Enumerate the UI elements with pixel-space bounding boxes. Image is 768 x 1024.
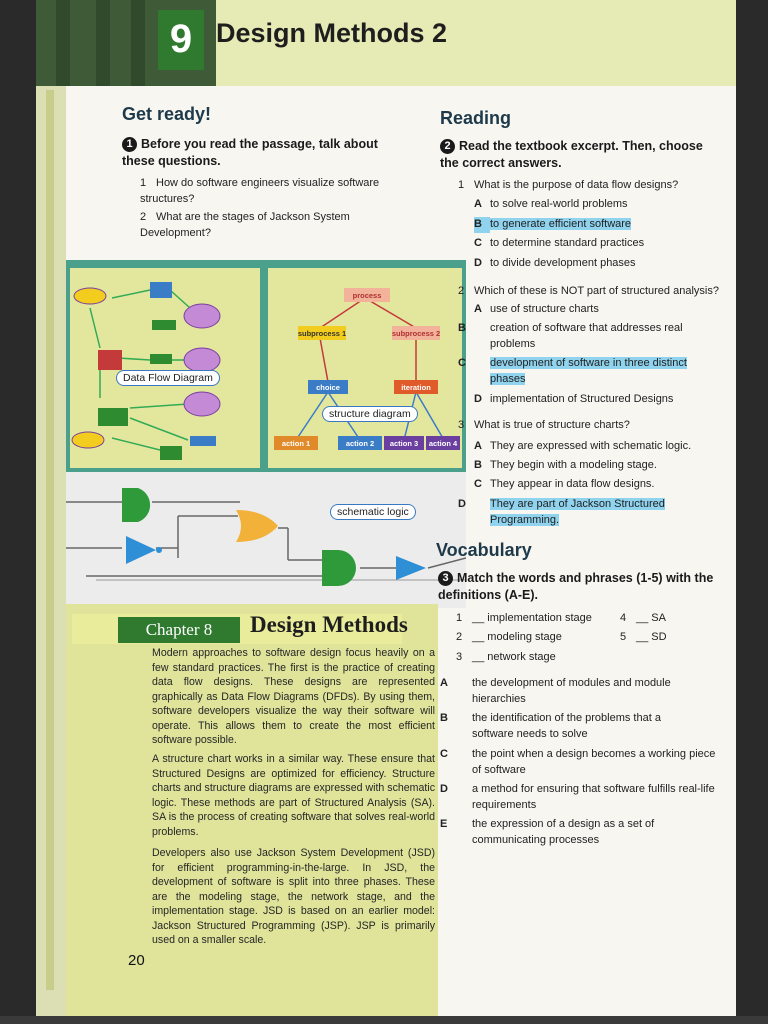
dfd-process-3 bbox=[184, 392, 220, 416]
option-letter: B bbox=[474, 217, 490, 233]
q1-option-b[interactable] bbox=[474, 217, 724, 233]
q3-option-b[interactable] bbox=[474, 458, 724, 474]
sd-drawing bbox=[268, 268, 462, 468]
dfd-source-2 bbox=[72, 432, 104, 448]
option-text: to divide development phases bbox=[490, 257, 636, 269]
q3-option-c[interactable] bbox=[474, 477, 724, 493]
reading-heading: Reading bbox=[440, 108, 512, 128]
def-text: the identification of the problems that a software needs to solve bbox=[472, 712, 661, 740]
question-num: 1 bbox=[458, 179, 465, 191]
dfd-store-1 bbox=[150, 282, 172, 298]
dfd-entity bbox=[98, 350, 122, 370]
option-text: They appear in data flow designs. bbox=[490, 478, 655, 490]
sd-node-iteration-label: iteration bbox=[401, 383, 431, 392]
page-number: 20 bbox=[128, 952, 145, 969]
def-text: a method for ensuring that software fulfills real-life requirements bbox=[472, 783, 715, 811]
option-text-highlighted: development of software in three distinct phases bbox=[490, 357, 687, 385]
question-num: 2 bbox=[458, 285, 465, 297]
buffer-gate-1 bbox=[126, 536, 156, 564]
option-letter: A bbox=[474, 440, 482, 452]
page-title: Design Methods 2 bbox=[216, 18, 448, 48]
chapter-label: Chapter 8 bbox=[118, 617, 240, 643]
reading-question-2 bbox=[458, 284, 728, 300]
and-gate-1 bbox=[122, 488, 150, 522]
def-text: the development of modules and module hierarchies bbox=[472, 677, 671, 705]
q1-option-c[interactable] bbox=[474, 236, 724, 252]
sd-node-a3-label: action 3 bbox=[389, 439, 419, 448]
get-ready-heading: Get ready! bbox=[122, 104, 212, 124]
option-text: They begin with a modeling stage. bbox=[490, 459, 657, 471]
option-letter: A bbox=[474, 198, 482, 210]
option-text: creation of software that addresses real problems bbox=[490, 322, 683, 350]
question-text: What is true of structure charts? bbox=[474, 419, 630, 431]
sd-node-a2-label: action 2 bbox=[345, 439, 375, 448]
option-letter: C bbox=[474, 237, 482, 249]
sd-node-process-label: process bbox=[352, 291, 382, 300]
word-num: 1 bbox=[456, 612, 463, 624]
word-num: 2 bbox=[456, 631, 463, 643]
reading-question-3 bbox=[458, 418, 728, 434]
or-gate bbox=[236, 510, 278, 542]
question-num: 3 bbox=[458, 419, 465, 431]
word-text: __ modeling stage bbox=[472, 631, 562, 643]
question-number-badge: 3 bbox=[438, 571, 453, 586]
logic-label: schematic logic bbox=[330, 504, 416, 520]
data-flow-diagram bbox=[70, 268, 260, 468]
sd-node-a1-label: action 1 bbox=[281, 439, 311, 448]
vocab-word-2 bbox=[456, 630, 626, 646]
sd-node-sub1-label: subprocess 1 bbox=[297, 329, 347, 338]
option-letter: D bbox=[474, 257, 482, 269]
and-gate-2 bbox=[322, 550, 356, 586]
q3-option-a[interactable] bbox=[474, 439, 724, 455]
question-text: Which of these is NOT part of structured analysis? bbox=[474, 285, 719, 297]
structure-diagram bbox=[268, 268, 462, 468]
dfd-label: Data Flow Diagram bbox=[116, 370, 220, 386]
diagram-panel bbox=[66, 260, 466, 472]
def-letter: B bbox=[440, 712, 448, 724]
vocab-word-4 bbox=[620, 611, 710, 627]
vocab-word-5 bbox=[620, 630, 710, 646]
q1-option-d[interactable] bbox=[474, 256, 724, 272]
left-margin-line bbox=[46, 90, 54, 990]
word-text: __ implementation stage bbox=[472, 612, 592, 624]
reading-instruction bbox=[440, 138, 720, 172]
vocab-word-1 bbox=[456, 611, 626, 627]
instruction-text: Before you read the passage, talk about these questions. bbox=[122, 137, 378, 168]
excerpt-paragraph-1: Modern approaches to software design focus heavily on a few standard practices. The first is the practice of creating data flow designs. These designs are represented graphically as Data Flow Diagrams (DFDs). By using them, software developers visualize the way their software will operate. This allows them to create the most efficient software possible. bbox=[152, 647, 435, 746]
vocab-def-c bbox=[440, 747, 716, 778]
word-num: 3 bbox=[456, 651, 463, 663]
vocabulary-instruction bbox=[438, 570, 718, 604]
question-text: How do software engineers visualize software structures? bbox=[140, 177, 380, 205]
option-letter: D bbox=[458, 498, 466, 510]
reading-question-1 bbox=[458, 178, 728, 194]
q2-option-c[interactable] bbox=[458, 356, 720, 387]
question-text: What are the stages of Jackson System Development? bbox=[140, 211, 350, 239]
dfd-source-1 bbox=[74, 288, 106, 304]
vocab-def-a bbox=[440, 676, 716, 707]
option-text: They are expressed with schematic logic. bbox=[490, 440, 692, 452]
option-text-highlighted: They are part of Jackson Structured Programming. bbox=[490, 498, 665, 526]
scan-bottom-edge bbox=[0, 1016, 768, 1024]
def-text: the expression of a design as a set of communicating processes bbox=[472, 818, 655, 846]
sd-node-a4-label: action 4 bbox=[428, 439, 458, 448]
def-letter: E bbox=[440, 818, 448, 830]
q1-option-a[interactable] bbox=[474, 197, 724, 213]
word-num: 5 bbox=[620, 631, 627, 643]
excerpt-paragraph-3: Developers also use Jackson System Development (JSD) for efficient programming-in-the-large. In JSD, the development of software is split into three phases. These are the modeling stage, the network stage, and the implementation stage. JSD is based on an earlier model: Jackson Structured Programming (JSP). JSP is primarily used on a smaller scale. bbox=[152, 847, 435, 946]
option-text: to determine standard practices bbox=[490, 237, 645, 249]
word-text: __ SA bbox=[636, 612, 666, 624]
option-text: implementation of Structured Designs bbox=[490, 393, 674, 405]
dfd-flow-2 bbox=[150, 354, 172, 364]
question-number-badge: 2 bbox=[440, 139, 455, 154]
excerpt-paragraph-2: A structure chart works in a similar way. These ensure that Structured Designs are optimized for efficiency. Structure charts and structure diagrams are expressed with schematic logic. These methods are part of Structured Analysis (SA). SA is the process of creating software that solves real-world problems. bbox=[152, 753, 435, 838]
vocab-word-3 bbox=[456, 650, 626, 666]
get-ready-question-2 bbox=[140, 210, 390, 241]
dfd-flow-1 bbox=[152, 320, 176, 330]
option-letter: C bbox=[458, 357, 466, 369]
chapter-number: 9 bbox=[158, 10, 204, 70]
option-letter: B bbox=[474, 459, 482, 471]
option-letter: A bbox=[474, 303, 482, 315]
q2-option-a[interactable] bbox=[474, 302, 724, 318]
sd-node-choice-label: choice bbox=[316, 383, 340, 392]
question-num: 1 bbox=[140, 177, 147, 189]
dfd-flow-4 bbox=[160, 446, 182, 460]
textbook-page bbox=[36, 0, 736, 1016]
vocabulary-heading: Vocabulary bbox=[436, 540, 532, 560]
q2-option-d[interactable] bbox=[474, 392, 724, 408]
buffer-gate-2 bbox=[396, 556, 426, 580]
def-letter: C bbox=[440, 748, 448, 760]
vocab-def-e bbox=[440, 817, 702, 848]
logic-drawing bbox=[66, 472, 466, 608]
option-text: to solve real-world problems bbox=[490, 198, 628, 210]
def-letter: A bbox=[440, 677, 448, 689]
word-text: __ SD bbox=[636, 631, 667, 643]
schematic-logic-panel bbox=[66, 472, 466, 608]
sd-label: structure diagram bbox=[322, 406, 418, 422]
get-ready-instruction bbox=[122, 136, 392, 170]
get-ready-question-1 bbox=[140, 176, 390, 207]
question-num: 2 bbox=[140, 211, 147, 223]
inverter-bubble bbox=[156, 547, 162, 553]
q2-option-b[interactable] bbox=[458, 321, 720, 352]
def-text: the point when a design becomes a working piece of software bbox=[472, 748, 716, 776]
sd-node-sub2-label: subprocess 2 bbox=[391, 329, 441, 338]
option-letter: C bbox=[474, 478, 482, 490]
dfd-drawing bbox=[70, 268, 260, 468]
option-letter: D bbox=[474, 393, 482, 405]
word-num: 4 bbox=[620, 612, 627, 624]
def-letter: D bbox=[440, 783, 448, 795]
vocab-def-d bbox=[440, 782, 726, 813]
dfd-store-2 bbox=[190, 436, 216, 446]
dfd-process-1 bbox=[184, 304, 220, 328]
word-text: __ network stage bbox=[472, 651, 556, 663]
option-text-highlighted: to generate efficient software bbox=[490, 218, 632, 230]
question-text: What is the purpose of data flow designs? bbox=[474, 179, 679, 191]
q3-option-d[interactable] bbox=[458, 497, 720, 528]
option-letter: B bbox=[458, 322, 466, 334]
instruction-text: Read the textbook excerpt. Then, choose the correct answers. bbox=[440, 139, 703, 170]
option-text: use of structure charts bbox=[490, 303, 599, 315]
excerpt-title: Design Methods bbox=[250, 612, 408, 637]
instruction-text: Match the words and phrases (1-5) with the definitions (A-E). bbox=[438, 571, 714, 602]
question-number-badge: 1 bbox=[122, 137, 137, 152]
dfd-process-2 bbox=[184, 348, 220, 372]
vocab-def-b bbox=[440, 711, 702, 742]
dfd-flow-3 bbox=[98, 408, 128, 426]
